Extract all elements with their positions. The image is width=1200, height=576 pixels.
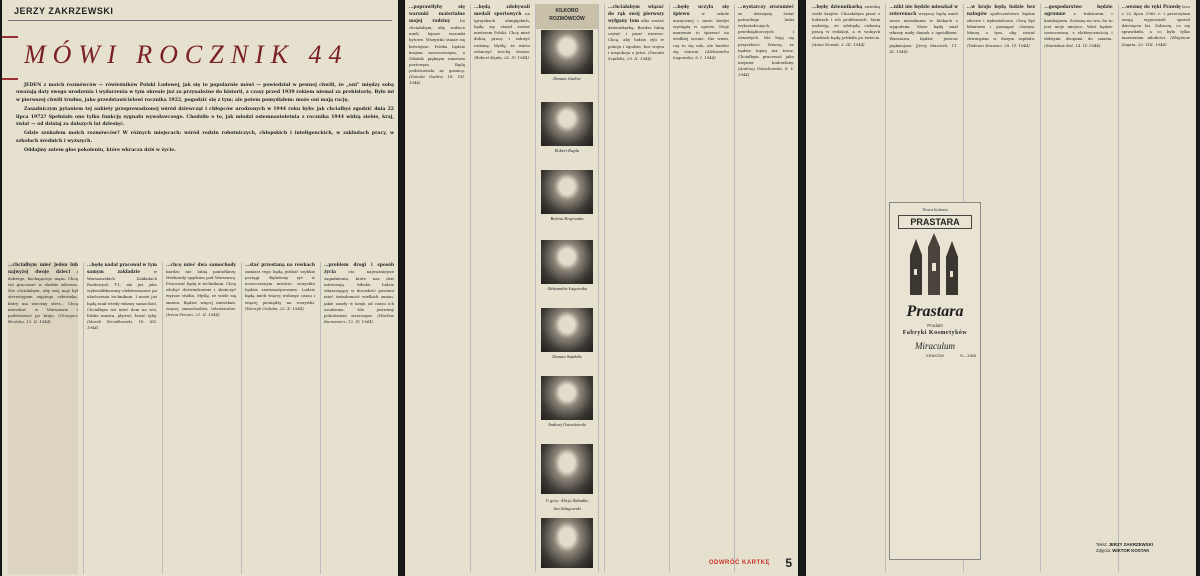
quote-source: (Danuta Gadów, 18. VII. 1944) [409, 74, 465, 86]
turn-page-label: ODWRÓĆ KARTKĘ [708, 560, 770, 566]
quote-source: (Tadeusz Krawiec, 28. VI. 1944) [966, 42, 1030, 48]
author-byline: JERZY ZAKRZEWSKI [14, 6, 114, 16]
quote-heading: ...będę dziennikarką [812, 5, 863, 10]
interview-columns [812, 4, 1190, 572]
ad-brand-script: Miraculum [915, 341, 955, 351]
quote-heading: ...wezmę do ręki Prawdę [1121, 5, 1181, 10]
portrait-photo [541, 444, 593, 494]
quote-text: zamiast tego będą jeździć szybkie pociągi. Będziemy żyć w nowoczesnym mieście, wszystko będzie zautomatyzowane. Ludzie będą mieli więcej wolnego czasu i więcej pieniędzy na rozrywki. [245, 269, 315, 305]
lead-paragraph: Zasadniczym pytaniem tej ankiety przeprowadzonej wśród dziewcząt i chłopców urodzonych w 1944 roku było: jak chciałbyś zgodzić dnia 22 lipca 1972? Spełniało ono tylko funkcję sygnału wywoławczego. Chodziło o to, jak młodzi osiemnastoletnia z rocznika 1944 widzą siebie, kraj, świat — od dzisiaj za dalszych lat dziesięć. [16, 107, 394, 128]
text-column [83, 262, 157, 574]
portrait-strip [535, 4, 599, 572]
quote-text: bo chciałabym, aby rodzice mieli lepsze warunki bytowe. Wszystko stanie się łatwiejsze. Polska będzie krajem nowoczesnym, a Gdańsk pięknym miastem portowym. Będę podróżowała za granicę. [409, 18, 465, 73]
quote-source: (Marek Strzałkowski, 18. XII. 1944) [87, 318, 157, 330]
quote-heading: ...problem drogi i sposób życia [324, 263, 394, 276]
portrait-photo [541, 518, 593, 568]
portrait-caption: Danuta Gadów [553, 76, 581, 81]
text-column [812, 4, 880, 572]
quote-heading: ...stać przestaną na rowkach [245, 263, 315, 268]
portrait-photo [541, 376, 593, 420]
text-column [734, 4, 794, 572]
portrait-caption: Danuta Szpikdis [552, 354, 582, 359]
quote-heading: ...będą zdobywali medali sportowych [474, 5, 530, 18]
lead-paragraph: JEDEN z moich rozmówców — rówieśników Polski Ludowej, jak się to popularnie mówi — powiedział w pewnej chwili, że „oni” między sobą uważają daty swego urodzenia i wydarzenia w tym okresie już za przynależne do historii, a czasy przed 1939 rokiem niemal za prehistorię. Było mi w pierwszej chwili trudno, jako przedstawicielowi rocznika 1922, pogodzić się z tym; ale potem pomyślałem: może oni mają rację. [16, 83, 394, 103]
page-right [806, 0, 1196, 576]
portrait-caption: Robert Kapla [554, 148, 580, 153]
quote-heading: ...będę nadal pracował w tym samym zakładzie [87, 263, 157, 276]
quote-source: (Stanisław Kot, 14. IV. 1944) [1044, 42, 1101, 48]
quote-heading: ...nikt nie będzie mieszkał w suterenach [889, 5, 958, 18]
quote-source: (Henryk Ozdoba, 25. X. 1944) [245, 305, 304, 311]
text-column [1118, 4, 1190, 572]
credit-label: Zdjęcia: [1096, 548, 1112, 553]
ad-code: R—1966 [960, 353, 976, 358]
ad-product-name: Prastara [906, 303, 964, 320]
portrait-caption: U góry: Alicja Zabadko [545, 498, 589, 503]
quote-source: (Aleksandra Łagowska, 8. I. 1944) [673, 48, 729, 60]
text-column [162, 262, 236, 574]
quote-text: lecz z 22 lipca 1962 r. i przeczytam swoją wypowiedź sprzed dziesięciu lat. Zobaczę, co się sprawdziło, a co było tylko marzeniem młodości. [1121, 4, 1191, 41]
portrait-photo [541, 240, 593, 284]
ad-city: KRAKÓW [926, 353, 944, 358]
portrait-photo [541, 170, 593, 214]
quote-source: (Danuta Szpikdis, 29. II. 1944) [608, 49, 664, 61]
lead-paragraph: Gdzie szukałem moich rozmówców? W różnych miejscach: wśród rodzin robotniczych, chłopskich i inteligenckich, w zakładach pracy, w szkołach średnich i wyższych. [16, 131, 394, 144]
text-column [604, 4, 664, 572]
text-column [241, 262, 315, 574]
text-column [8, 262, 78, 574]
portrait-caption: Jan Szlagowski [553, 506, 581, 511]
quote-source: (Andrzej Ostachowski, 8. V. 1944) [738, 65, 794, 78]
quote-source: (Jerzy Mazurek, 11. XI. 1944) [889, 42, 958, 54]
quote-source: (Grzegorz Brzózka, 13. II. 1944) [8, 312, 78, 324]
quote-text: w Warszawskich Zakładach Radiowych T-1, ale już jako wykwalifikowany elektromonter po ukończeniu technikum. I może już będę miał wtedy własny samochód. Chciałbym też mieć dom na wsi, blisko miasta, pływać, łowić ryby. [87, 269, 157, 318]
quote-source: (Wacław Bursiewicz, 12. IV. 1944) [324, 312, 394, 324]
banner-line: KILKORO [555, 8, 579, 14]
header-rule [8, 20, 392, 21]
quote-heading: ...gospodarstwo będzie ogromne [1044, 5, 1113, 18]
lead-paragraph: Oddajmy zatem głos pokoleniu, które wkracza dziś w życie. [24, 148, 176, 154]
quote-heading: ...chcę mieć dwa samochody [166, 263, 236, 268]
portrait-caption: Aleksandra Łagowska [547, 286, 587, 291]
credits-box [1096, 542, 1182, 554]
credit-label: Tekst: [1096, 542, 1108, 547]
quote-heading: ...będę uczyła się śpiewu [673, 5, 729, 18]
quote-text: że dzisiejszy świat potrzebuje ludzi wykształconych, przedsiębiorczych i otwartych. Nie boję się przyszłości. Wierzę, że będzie lepiej niż teraz. Chciałbym pracować jako inżynier budowlany. [738, 11, 794, 65]
title-ornament [2, 36, 18, 80]
cosmetics-advertisement [889, 202, 981, 560]
quote-text: albo zostać dziennikarką. Bardzo lubię czytać i pisać wiersze. Chcę, aby ludzie żyli w pokoju i zgodzie, bez wojen i niepokoju o jutro. [608, 18, 664, 55]
quote-heading: ...chciałbym mieć jeden lub najwyżej dwoje dzieci [8, 263, 78, 276]
article-lead [16, 82, 394, 157]
text-column [1040, 4, 1112, 572]
credit-name: JERZY ZAKRZEWSKI [1108, 542, 1153, 547]
quote-source: (Zbigniew Zagata, 20. VIII. 1944) [1121, 35, 1191, 47]
quote-text: w szkole muzycznej i może kiedyś wystąpię w operze. Moje marzenie to śpiewać na wielkiej scenie. Nie wiem, czy to się uda, ale bardzo się staram. [673, 11, 729, 54]
text-column [470, 4, 530, 572]
quote-text: bardzo nie lubię pantoflarzy. Weekendy spędzam pod Warszawą. Pracować będę w technikum. Chcę zdobyć doświadczenie i skończyć wyższe studia. Myślę, że wiele się zmieni. Będzie więcej mieszkań, więcej samochodów, telewizorów. [166, 269, 236, 311]
ad-top-label: Nowa kolonia [922, 207, 948, 212]
quote-source: (Robert Kapla, 26. IV. 1944) [474, 54, 529, 60]
page-left [2, 0, 398, 576]
quote-heading: ...w kraju będą ludzie bez nałogów [966, 5, 1036, 18]
quote-heading: ...chciałabym wiązać do rąk swój pierwszy wyłgany tom [608, 5, 664, 25]
quote-text: z traktorem i kombajnem. Zostanę na wsi, bo tu jest moje miejsce. Wieś będzie nowoczesna, z elektrycznością i dobrymi drogami do miasta. [1044, 11, 1113, 42]
quote-text: zwiedzę wiele krajów. Chciałabym pisać o ludziach i ich problemach. Mam nadzieję, że zdobędę ciekawą pracę w redakcji, a w wolnych chwilach będę jeździła po świecie. [812, 4, 881, 41]
page-number: 5 [785, 556, 792, 570]
interview-columns [8, 262, 394, 574]
quote-text: i dobrego, kochającego męża. Chcę też pracować w służbie zdrowia. Nie chciałabym, aby mój mąż był stereotypem zajętego człowieka, który ma wieczny stres... Chcę mieszkać w Warszawie i podróżować po kraju. [8, 269, 78, 318]
text-column [320, 262, 394, 574]
article-title: MÓWI ROCZNIK 44 [24, 40, 349, 69]
castle-illustration-icon [904, 233, 964, 297]
quote-source: (Irena Perzan, 21. II. 1944) [166, 311, 220, 317]
portrait-banner [536, 4, 598, 29]
quote-text: na igrzyskach olimpijskich, będę się starał zostać mistrzem Polski. Chcę mieć dobrą pracę i założyć rodzinę. Myślę, że warto zobaczyć trochę świata. [474, 11, 530, 54]
banner-line: ROZMÓWCÓW [549, 16, 585, 22]
quote-text: wszyscy będą mieli nowe mieszkania w blokach z wygodami. Może będę miał własny mały domek z ogródkiem. Warszawa będzie jeszcze piękniejsza. [889, 11, 958, 48]
ad-brand-box: PRASTARA [898, 215, 972, 229]
page-middle [405, 0, 798, 576]
quote-text: społeczeństwo będzie zdrowe i wykształcone. Chcę być lekarzem i pomagać chorym. Marzę o tym, aby zostać chirurgiem w dużym szpitalu. [966, 11, 1036, 42]
quote-heading: ...wystarczy zrozumieć [738, 5, 794, 10]
interview-columns [409, 4, 794, 572]
portrait-caption: Bolena Krajewska [550, 216, 584, 221]
ad-subtitle: Produkt [927, 323, 943, 328]
quote-text: oto najważniejsze zagadnienia, które nas dziś interesują. Młodzi ludzie wkraczający w dorosłość powinni mieć świadomość wielkich zmian, jakie zaszły w kraju od czasu ich urodzenia. Nie jesteśmy pokoleniem straconym. [324, 269, 394, 318]
portrait-photo [541, 30, 593, 74]
portrait-photo [541, 308, 593, 352]
text-column [669, 4, 729, 572]
text-column [409, 4, 465, 572]
portrait-caption: Andrzej Ostachowski [547, 422, 587, 427]
quote-heading: ...poprawiłyby się warunki materialne mojej rodziny [409, 5, 465, 25]
ad-maker: Fabryki Kosmetyków [902, 330, 968, 336]
quote-source: (Anna Nowak, 3. III. 1944) [812, 41, 865, 47]
credit-name: WIKTOR KOSTAK [1112, 548, 1150, 553]
portrait-photo [541, 102, 593, 146]
